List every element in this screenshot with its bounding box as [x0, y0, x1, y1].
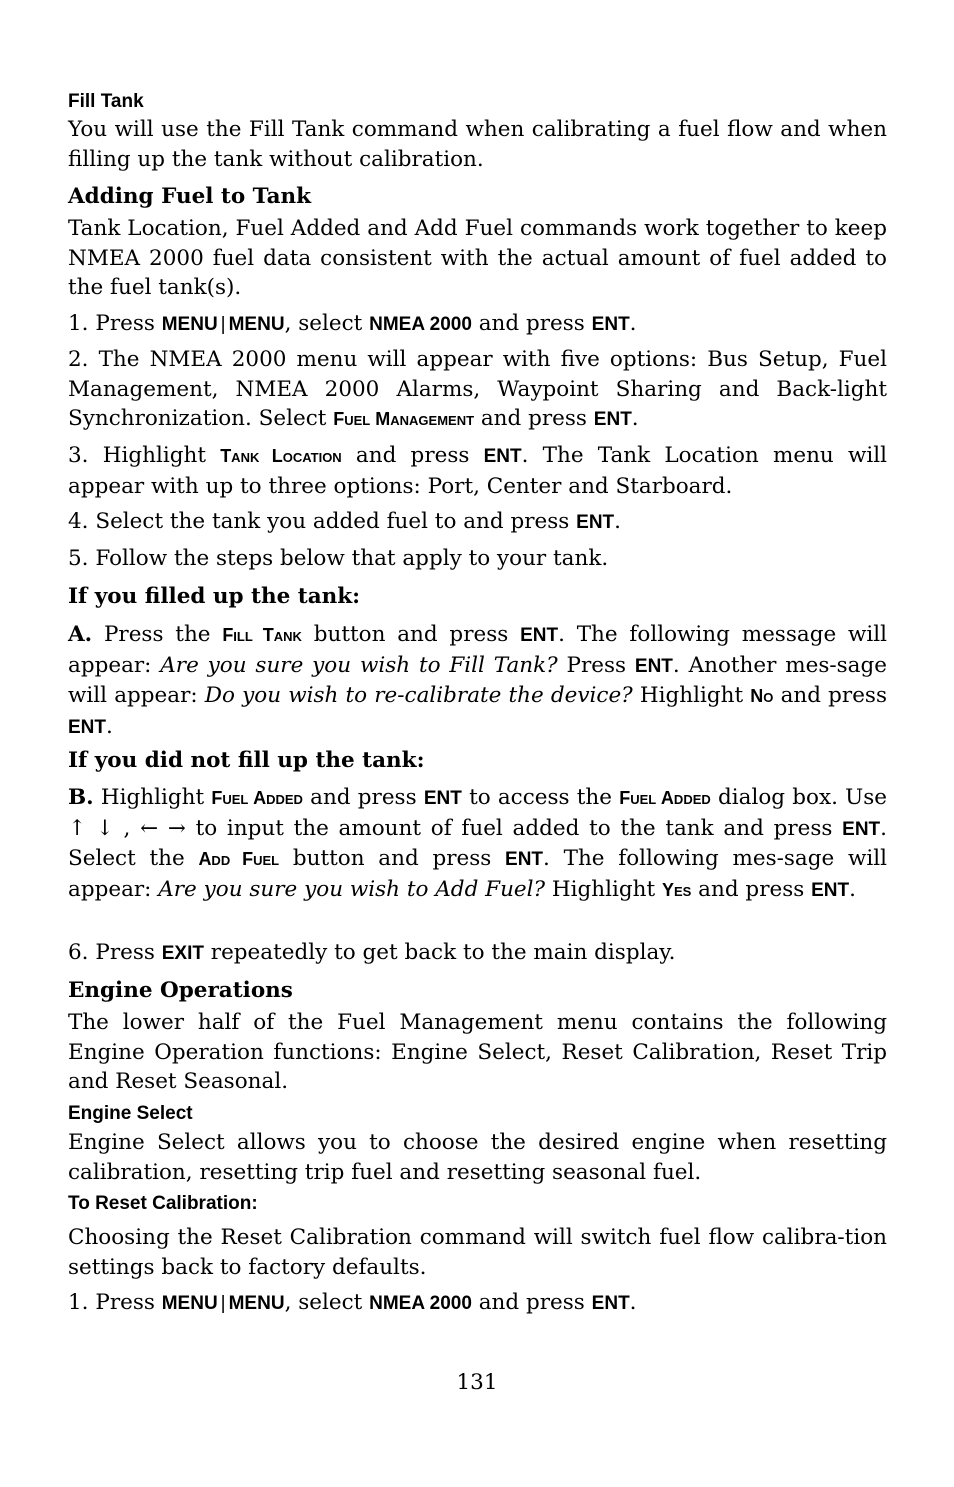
filled-tank-step-a: A. Press the Fill Tank button and press ENT. The following message will appear: Are you sure you wish to Fill Tank? Press ENT. Another mes-sage will appear: Do you wish to re-calibrate the device? Highlight No and press ENT. — [68, 622, 888, 739]
key-ent: ENT — [68, 716, 106, 738]
key-ent: ENT — [505, 849, 544, 871]
heading-not-filled-tank: If you did not fill up the tank: — [68, 748, 425, 773]
step-6: 6. Press EXIT repeatedly to get back to the main display. — [68, 940, 676, 965]
adding-fuel-step-5: 5. Follow the steps below that apply to your tank. — [68, 546, 609, 571]
reset-calibration-body: Choosing the Reset Calibration command will switch fuel flow calibra-tion settings back to factory defaults. — [68, 1225, 887, 1280]
engine-select-body: Engine Select allows you to choose the desired engine when resetting calibration, resetting trip fuel and resetting seasonal fuel. — [68, 1130, 887, 1185]
page-number: 131 — [456, 1370, 498, 1395]
key-ent: ENT — [591, 1293, 630, 1314]
key-menu: MENU — [161, 314, 218, 335]
heading-engine-select: Engine Select — [68, 1103, 193, 1124]
reset-calibration-step-1: 1. Press MENU | MENU, select NMEA 2000 and press ENT. — [68, 1290, 637, 1315]
key-menu: MENU — [228, 1293, 285, 1314]
fill-tank-body: You will use the Fill Tank command when calibrating a fuel flow and when filling up the tank without calibration. — [68, 117, 887, 172]
heading-reset-calibration: To Reset Calibration: — [68, 1193, 258, 1214]
adding-fuel-body: Tank Location, Fuel Added and Add Fuel commands work together to keep NMEA 2000 fuel data consistent with the actual amount of fuel added to the fuel tank(s). — [68, 216, 887, 301]
menu-fuel-added: Fuel Added — [211, 788, 303, 808]
key-ent: ENT — [520, 625, 559, 646]
adding-fuel-step-4: 4. Select the tank you added fuel to and press ENT. — [68, 509, 621, 534]
key-exit: EXIT — [161, 943, 204, 964]
key-ent: ENT — [811, 879, 850, 901]
heading-adding-fuel: Adding Fuel to Tank — [68, 184, 312, 209]
key-ent: ENT — [591, 314, 630, 335]
key-ent: ENT — [423, 788, 462, 809]
adding-fuel-step-2: 2. The NMEA 2000 menu will appear with five options: Bus Setup, Fuel Management, NMEA 2000 Alarms, Waypoint Sharing and Back-light Synchronization. Select Fuel Management and press ENT. — [68, 347, 887, 432]
key-ent: ENT — [593, 409, 632, 431]
heading-fill-tank: Fill Tank — [68, 91, 144, 112]
menu-nmea-2000: NMEA 2000 — [369, 1293, 472, 1314]
adding-fuel-step-3: 3. Highlight Tank Location and press ENT. The Tank Location menu will appear with up to three options: Port, Center and Starboard. — [68, 443, 888, 499]
heading-filled-tank: If you filled up the tank: — [68, 584, 361, 609]
option-no: No — [750, 686, 774, 707]
key-ent: ENT — [634, 655, 673, 677]
key-menu: MENU — [228, 314, 285, 335]
button-fill-tank: Fill Tank — [222, 625, 302, 645]
key-ent: ENT — [483, 446, 522, 467]
menu-nmea-2000: NMEA 2000 — [369, 314, 472, 335]
dialog-fuel-added: Fuel Added — [619, 788, 711, 808]
key-menu: MENU — [161, 1293, 218, 1314]
not-filled-tank-step-b: B. Highlight Fuel Added and press ENT to access the Fuel Added dialog box. Use ↑ ↓ , ← → to input the amount of fuel added to the tank and press ENT. Select the Add Fuel button and press ENT. The following mes-sage will appear: Are you sure you wish to Add Fuel? Highlight Yes and press ENT. — [68, 785, 888, 902]
menu-tank-location: Tank Location — [220, 446, 342, 466]
key-ent: ENT — [842, 818, 881, 840]
key-ent: ENT — [576, 512, 615, 533]
button-add-fuel: Add Fuel — [198, 849, 280, 870]
option-yes: Yes — [661, 879, 692, 900]
heading-engine-operations: Engine Operations — [68, 978, 293, 1003]
engine-operations-body: The lower half of the Fuel Management menu contains the following Engine Operation functions: Engine Select, Reset Calibration, Reset Trip and Reset Seasonal. — [68, 1010, 887, 1095]
adding-fuel-step-1: 1. Press MENU | MENU, select NMEA 2000 and press ENT. — [68, 311, 637, 336]
menu-fuel-management: Fuel Management — [333, 409, 475, 430]
